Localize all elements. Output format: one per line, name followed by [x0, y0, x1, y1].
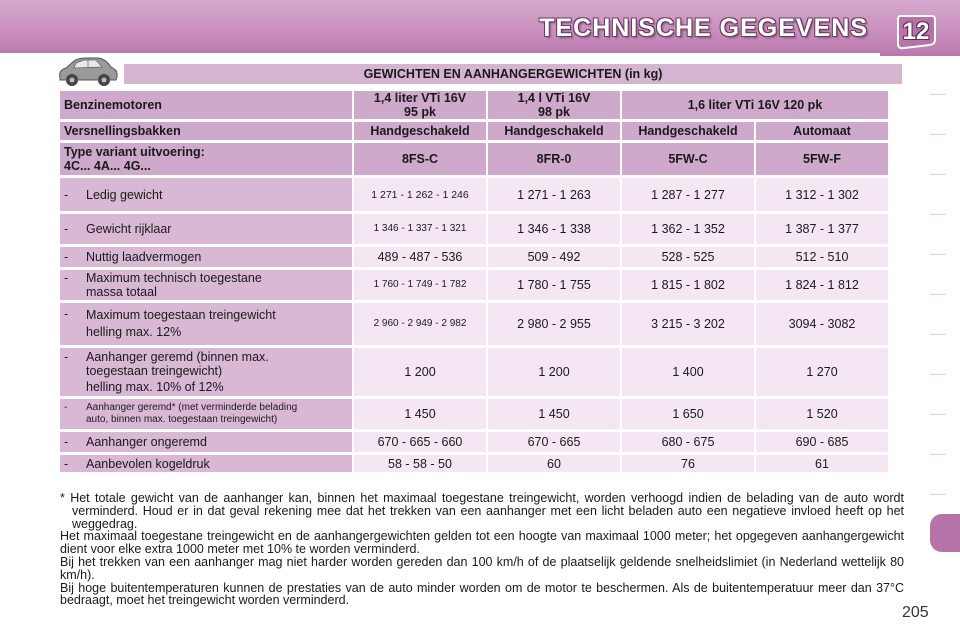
row-value: 1 346 - 1 337 - 1 321	[354, 214, 486, 244]
row-value: 3 215 - 3 202	[622, 303, 754, 345]
row-value: 1 400	[622, 348, 754, 396]
row-value: 670 - 665 - 660	[354, 432, 486, 452]
row-value: 680 - 675	[622, 432, 754, 452]
tab-divider	[930, 334, 946, 335]
row-value: 2 960 - 2 949 - 2 982	[354, 303, 486, 345]
weights-table	[58, 88, 890, 475]
row-value: 1 362 - 1 352	[622, 214, 754, 244]
table-row	[60, 348, 888, 396]
row-label: - Aanhanger geremd* (met verminderde belading auto, binnen max. toegestaan treingewicht)	[60, 399, 352, 429]
row-value: 3094 - 3082	[756, 303, 888, 345]
tab-divider	[930, 94, 946, 95]
chapter-number: 12	[902, 18, 930, 45]
row-value: 1 450	[488, 399, 620, 429]
row-value: 76	[622, 455, 754, 472]
note-paragraph: Bij hoge buitentemperaturen kunnen de prestaties van de auto minder worden om de motor te beschermen. Als de buitentemperatuur meer dan 37°C bedraagt, moet het treingewicht worden verminderd.	[60, 580, 904, 608]
chapter-tabs	[930, 60, 960, 580]
gearbox-col: Handgeschakeld	[354, 122, 486, 140]
row-value: 528 - 525	[622, 247, 754, 267]
car-icon	[54, 56, 120, 88]
row-value: 670 - 665	[488, 432, 620, 452]
table-row	[60, 270, 888, 300]
engine-col-3: 1,6 liter VTi 16V 120 pk	[622, 91, 888, 119]
row-value: 512 - 510	[756, 247, 888, 267]
row-value: 489 - 487 - 536	[354, 247, 486, 267]
row-value: 2 980 - 2 955	[488, 303, 620, 345]
row-value: 509 - 492	[488, 247, 620, 267]
type-col: 8FR-0	[488, 143, 620, 175]
gearbox-col: Handgeschakeld	[488, 122, 620, 140]
row-label: - Maximum toegestaan treingewicht helling max. 12%	[60, 303, 352, 345]
tab-divider	[930, 294, 946, 295]
row-label: - Gewicht rijklaar	[60, 214, 352, 244]
tab-divider	[930, 214, 946, 215]
gearbox-row	[60, 122, 888, 140]
active-chapter-tab[interactable]	[930, 514, 960, 552]
section-title: GEWICHTEN EN AANHANGERGEWICHTEN (in kg)	[124, 64, 902, 84]
row-label: - Maximum technisch toegestane massa totaal	[60, 270, 352, 300]
row-label: - Aanhanger ongeremd	[60, 432, 352, 452]
engine-label: Benzinemotoren	[60, 91, 352, 119]
gearbox-label: Versnellingsbakken	[60, 122, 352, 140]
row-value: 1 270	[756, 348, 888, 396]
note-paragraph: Bij het trekken van een aanhanger mag niet harder worden gereden dan 100 km/h of de plaatselijk geldende snelheidslimiet (in Nederland wettelijk 80 km/h).	[60, 554, 904, 582]
row-label: - Aanbevolen kogeldruk	[60, 455, 352, 472]
footnote-star: * Het totale gewicht van de aanhanger kan, binnen het maximaal toegestane treingewicht, worden verhoogd indien de belading van de auto wordt verminderd. Houd er in dat geval rekening mee dat het trekken van een aanhanger met een licht beladen auto een negatieve invloed heeft op het weggedrag.	[60, 491, 904, 531]
row-label: - Aanhanger geremd (binnen max. toegestaan treingewicht) helling max. 10% of 12%	[60, 348, 352, 396]
footnotes	[60, 492, 904, 607]
tab-divider	[930, 374, 946, 375]
chapter-badge	[896, 14, 936, 50]
gearbox-col: Automaat	[756, 122, 888, 140]
page-title: TECHNISCHE GEGEVENS	[539, 14, 868, 42]
tab-divider	[930, 454, 946, 455]
tab-divider	[930, 414, 946, 415]
row-value: 1 287 - 1 277	[622, 178, 754, 211]
row-value: 1 346 - 1 338	[488, 214, 620, 244]
tab-divider	[930, 494, 946, 495]
row-value: 1 815 - 1 802	[622, 270, 754, 300]
page-header	[0, 0, 960, 56]
row-value: 1 271 - 1 263	[488, 178, 620, 211]
row-label: - Nuttig laadvermogen	[60, 247, 352, 267]
table-row	[60, 247, 888, 267]
table-row	[60, 399, 888, 429]
table-row	[60, 214, 888, 244]
row-value: 61	[756, 455, 888, 472]
row-value: 1 200	[354, 348, 486, 396]
tab-divider	[930, 254, 946, 255]
table-row	[60, 455, 888, 472]
header-divider	[0, 53, 880, 56]
note-paragraph: Het maximaal toegestane treingewicht en de aanhangergewichten gelden tot een hoogte van maximaal 1000 meter; het opgegeven aanhangergewicht dient voor elke extra 1000 meter met 10% te worden verminderd.	[60, 529, 904, 557]
type-label: Type variant uitvoering: 4C... 4A... 4G...	[60, 143, 352, 175]
engine-col-1: 1,4 liter VTi 16V 95 pk	[354, 91, 486, 119]
table-row	[60, 303, 888, 345]
row-value: 58 - 58 - 50	[354, 455, 486, 472]
row-value: 1 387 - 1 377	[756, 214, 888, 244]
row-label: - Ledig gewicht	[60, 178, 352, 211]
tab-divider	[930, 174, 946, 175]
table-row	[60, 178, 888, 211]
row-value: 1 312 - 1 302	[756, 178, 888, 211]
engine-col-2: 1,4 l VTi 16V 98 pk	[488, 91, 620, 119]
type-row	[60, 143, 888, 175]
type-col: 5FW-F	[756, 143, 888, 175]
row-value: 1 271 - 1 262 - 1 246	[354, 178, 486, 211]
type-col: 8FS-C	[354, 143, 486, 175]
page-number: 205	[902, 604, 929, 621]
row-value: 1 650	[622, 399, 754, 429]
engine-row	[60, 91, 888, 119]
row-value: 60	[488, 455, 620, 472]
row-value: 1 450	[354, 399, 486, 429]
gearbox-col: Handgeschakeld	[622, 122, 754, 140]
table-row	[60, 432, 888, 452]
row-value: 1 520	[756, 399, 888, 429]
row-value: 1 760 - 1 749 - 1 782	[354, 270, 486, 300]
row-value: 1 824 - 1 812	[756, 270, 888, 300]
row-value: 1 780 - 1 755	[488, 270, 620, 300]
type-col: 5FW-C	[622, 143, 754, 175]
row-value: 1 200	[488, 348, 620, 396]
tab-divider	[930, 134, 946, 135]
row-value: 690 - 685	[756, 432, 888, 452]
